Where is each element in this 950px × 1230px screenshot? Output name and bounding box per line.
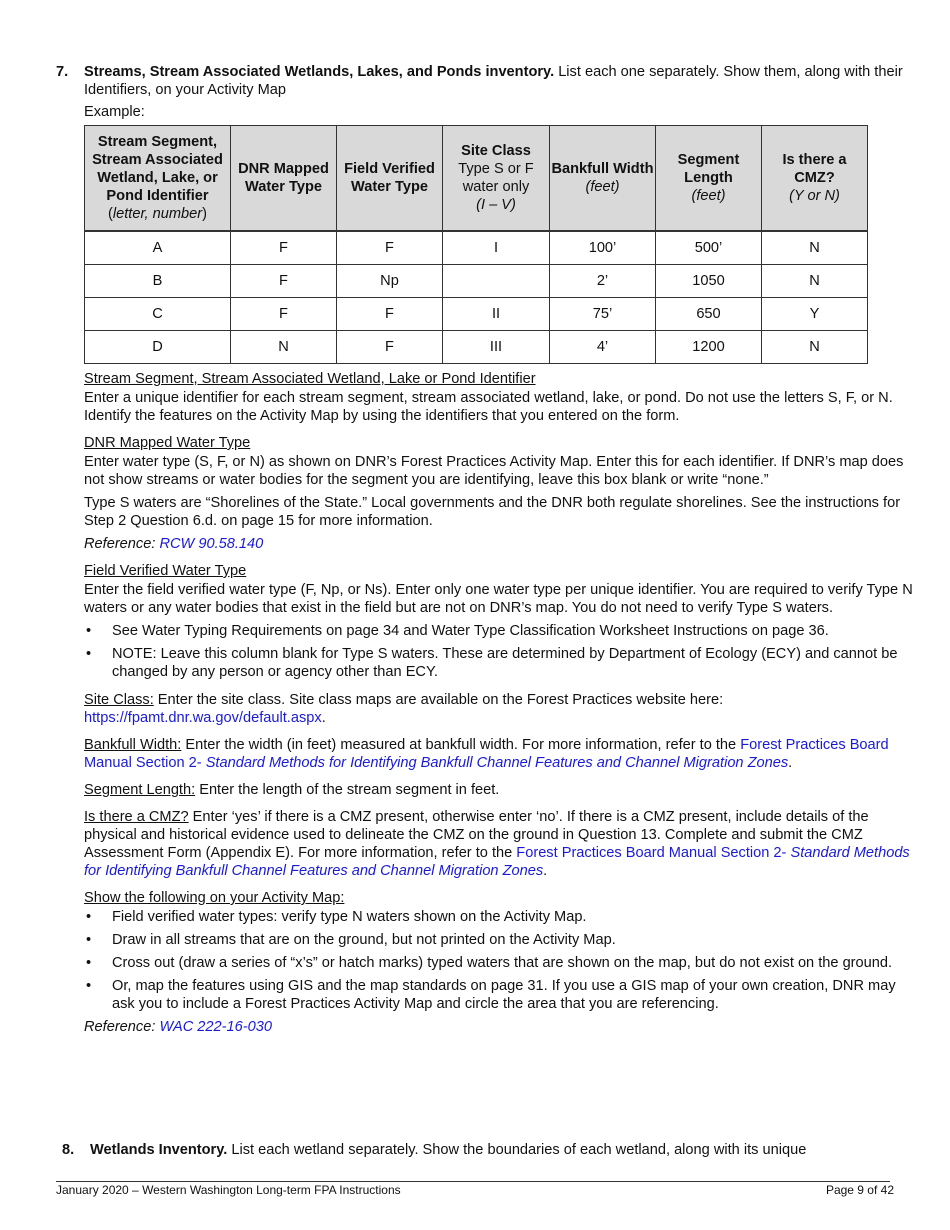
- bankfull-paragraph: Bankfull Width: Enter the width (in feet) measured at bankfull width. For more information, refer to the Forest Practices Board Manual Section 2- Standard Methods for Identifying Bankfull Channel Features and Channel Migration Zones.: [84, 737, 889, 771]
- question-number: 7.: [56, 64, 69, 80]
- board-manual-link[interactable]: Forest Practices Board Manual Section 2- Standard Methods for Identifying Bankfull Channel Features and Channel Migration Zones: [84, 737, 889, 771]
- table-cell: B: [85, 265, 231, 298]
- site-class-paragraph: Site Class: Enter the site class. Site class maps are available on the Forest Practices website here: https://fpamt.dnr.wa.gov/default.aspx.: [84, 692, 724, 726]
- list-item: • See Water Typing Requirements on page 34 and Water Type Classification Worksheet Instructions on page 36.: [86, 623, 829, 639]
- table-cell: 1200: [656, 331, 762, 364]
- dnr-text-1: Enter water type (S, F, or N) as shown on DNR’s Forest Practices Activity Map. Enter this for each identifier. If DNR’s map does not show streams or water bodies for the segment you are identifying, leave this box blank or write “none.”: [84, 454, 904, 488]
- footer-document-title: January 2020 – Western Washington Long-term FPA Instructions: [56, 1183, 401, 1197]
- example-inventory-table: [84, 125, 868, 364]
- field-text: Enter the field verified water type (F, Np, or Ns). Enter only one water type per unique identifier. You are required to verify Type N waters or any water bodies that exist in the field but are not on DNR’s map. You do not need to verify Type S waters.: [84, 582, 913, 616]
- header-segment-length: Segment Length (feet): [656, 126, 762, 232]
- header-site-class: Site Class Type S or F water only (I – V): [443, 126, 550, 232]
- table-cell: 500’: [656, 231, 762, 265]
- wac-link[interactable]: WAC 222-16-030: [159, 1019, 272, 1035]
- wac-reference: Reference: WAC 222-16-030: [84, 1019, 272, 1035]
- table-cell: N: [762, 231, 868, 265]
- header-identifier: Stream Segment, Stream Associated Wetland, Lake, or Pond Identifier (letter, number): [85, 126, 231, 232]
- table-cell: Y: [762, 298, 868, 331]
- table-cell: II: [443, 298, 550, 331]
- show-bullets: [84, 908, 920, 1013]
- table-cell: Np: [337, 265, 443, 298]
- segment-length-paragraph: Segment Length: Enter the length of the stream segment in feet.: [84, 782, 500, 798]
- table-cell: III: [443, 331, 550, 364]
- table-row: [85, 331, 868, 364]
- table-cell: [443, 265, 550, 298]
- table-cell: F: [337, 231, 443, 265]
- field-bullets: [84, 622, 920, 681]
- table-cell: F: [231, 265, 337, 298]
- list-item: • Field verified water types: verify type N waters shown on the Activity Map.: [86, 909, 587, 925]
- table-row: [85, 265, 868, 298]
- table-cell: C: [85, 298, 231, 331]
- footer-divider: [56, 1181, 890, 1182]
- table-cell: 4’: [550, 331, 656, 364]
- list-item: • Or, map the features using GIS and the map standards on page 31. If you use a GIS map of your own creation, DNR may ask you to include a Forest Practices Activity Map and circle the area that you are referencing.: [86, 978, 896, 1012]
- table-cell: 100’: [550, 231, 656, 265]
- list-item: • Cross out (draw a series of “x’s” or hatch marks) typed waters that are shown on the map, but do not exist on the ground.: [86, 955, 893, 971]
- table-row: [85, 231, 868, 265]
- show-heading: Show the following on your Activity Map:: [84, 890, 345, 906]
- cmz-paragraph: Is there a CMZ? Enter ‘yes’ if there is a CMZ present, otherwise enter ‘no’. If there is a CMZ present, include details of the physical and historical evidence used to delineate the CMZ on the ground in Question 13. Complete and submit the CMZ Assessment Form (Appendix E). For more information, refer to the Forest Practices Board Manual Section 2- Standard Methods for Identifying Bankfull Channel Features and Channel Migration Zones.: [84, 809, 910, 879]
- board-manual-link-2[interactable]: Forest Practices Board Manual Section 2- Standard Methods for Identifying Bankfull Channel Features and Channel Migration Zones: [84, 845, 910, 879]
- list-item: • Draw in all streams that are on the ground, but not printed on the Activity Map.: [86, 932, 616, 948]
- field-heading: Field Verified Water Type: [84, 563, 247, 579]
- table-row: [85, 298, 868, 331]
- header-cmz: Is there a CMZ? (Y or N): [762, 126, 868, 232]
- table-cell: 2’: [550, 265, 656, 298]
- header-dnr-mapped-water-type: DNR Mapped Water Type: [231, 126, 337, 232]
- question-7-intro: [56, 63, 916, 99]
- site-class-link[interactable]: https://fpamt.dnr.wa.gov/default.aspx: [84, 710, 322, 726]
- table-cell: A: [85, 231, 231, 265]
- rcw-link[interactable]: RCW 90.58.140: [159, 536, 264, 552]
- question-text: List each wetland separately. Show the boundaries of each wetland, along with its unique: [227, 1142, 807, 1158]
- identifier-text: Enter a unique identifier for each stream segment, stream associated wetland, lake, or pond. Do not use the letters S, F, or N. Identify the features on the Activity Map by using the identifiers that you entered on the form.: [84, 390, 893, 424]
- table-cell: 1050: [656, 265, 762, 298]
- question-title: Streams, Stream Associated Wetlands, Lakes, and Ponds inventory.: [84, 64, 555, 80]
- table-cell: F: [231, 231, 337, 265]
- table-cell: D: [85, 331, 231, 364]
- example-label: Example:: [84, 104, 145, 120]
- question-intro-text: List each one separately. Show them, along with their Identifiers, on your Activity Map: [84, 64, 903, 98]
- list-item: • NOTE: Leave this column blank for Type S waters. These are determined by Department of Ecology (ECY) and cannot be changed by any person or agency other than ECY.: [86, 646, 898, 680]
- table-cell: I: [443, 231, 550, 265]
- question-8-intro: [62, 1141, 922, 1159]
- table-cell: 75’: [550, 298, 656, 331]
- header-field-verified-water-type: Field Verified Water Type: [337, 126, 443, 232]
- table-header-row: [85, 126, 868, 232]
- identifier-heading: Stream Segment, Stream Associated Wetland, Lake or Pond Identifier: [84, 371, 536, 387]
- question-number: 8.: [62, 1142, 75, 1158]
- table-cell: N: [231, 331, 337, 364]
- dnr-heading: DNR Mapped Water Type: [84, 435, 251, 451]
- dnr-reference: Reference: RCW 90.58.140: [84, 536, 264, 552]
- footer-page-number: Page 9 of 42: [825, 1183, 894, 1197]
- table-cell: 650: [656, 298, 762, 331]
- header-bankfull-width: Bankfull Width (feet): [550, 126, 656, 232]
- table-cell: F: [337, 331, 443, 364]
- dnr-text-2: Type S waters are “Shorelines of the State.” Local governments and the DNR both regulate shorelines. See the instructions for Step 2 Question 6.d. on page 15 for more information.: [84, 495, 901, 529]
- table-cell: F: [231, 298, 337, 331]
- question-title: Wetlands Inventory.: [90, 1142, 228, 1158]
- table-cell: N: [762, 265, 868, 298]
- table-cell: F: [337, 298, 443, 331]
- instructions-body: [84, 370, 920, 1041]
- table-cell: N: [762, 331, 868, 364]
